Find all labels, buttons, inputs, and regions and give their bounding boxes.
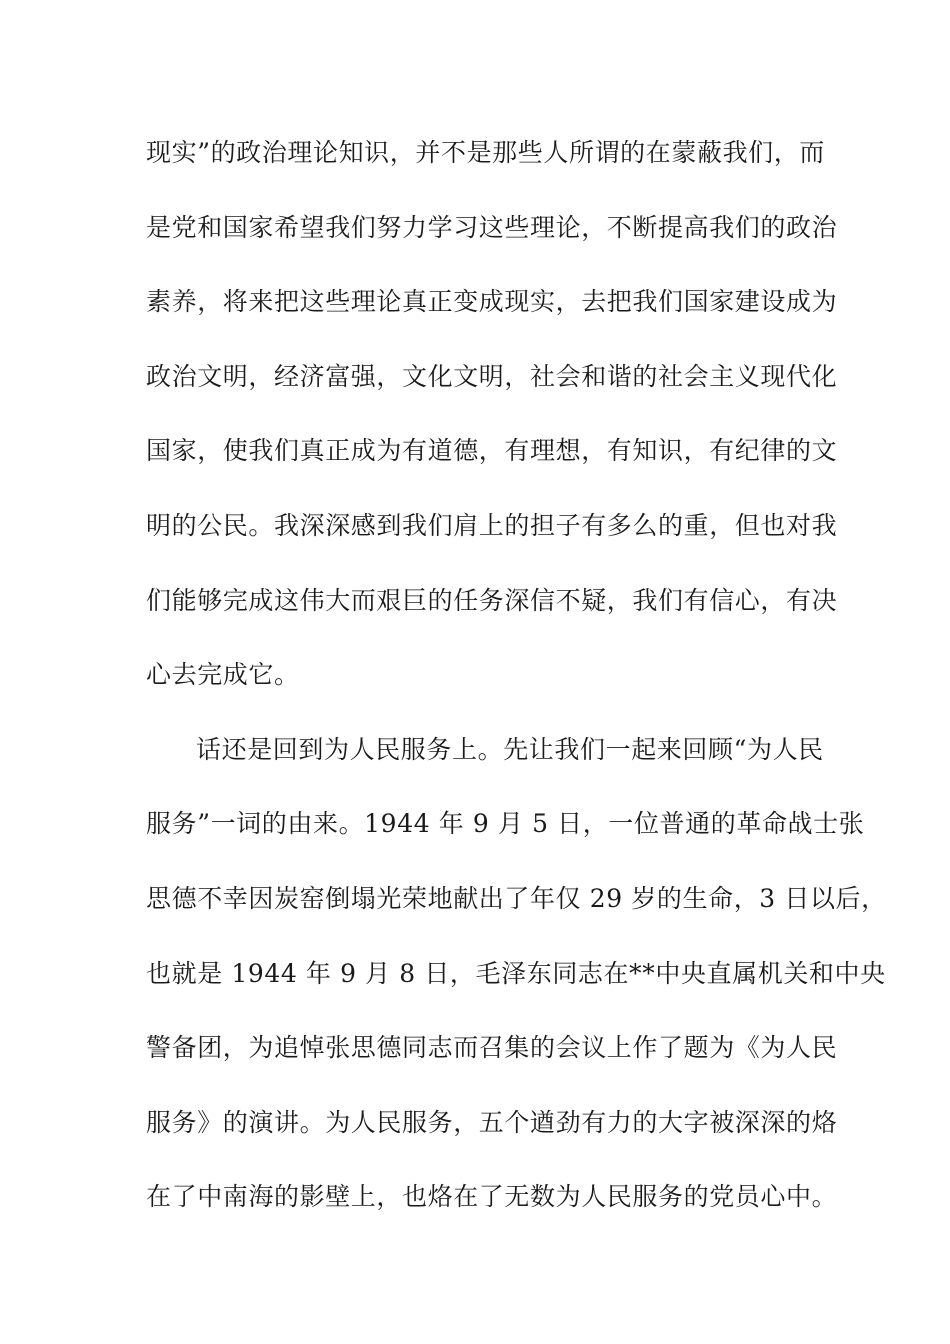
text-line: 思德不幸因炭窑倒塌光荣地献出了年仅 29 岁的生命，3 日以后，: [146, 883, 887, 913]
text-line: 话还是回到为人民服务上。先让我们一起来回顾“为人民: [196, 734, 824, 764]
text-line: 心去完成它。: [146, 660, 300, 690]
text-line: 警备团，为追悼张思德同志而召集的会议上作了题为《为人民: [146, 1033, 838, 1063]
text-line: 政治文明，经济富强，文化文明，社会和谐的社会主义现代化: [146, 361, 838, 391]
text-line: 服务”一词的由来。1944 年 9 月 5 日，一位普通的革命战士张: [146, 809, 865, 839]
text-line: 素养，将来把这些理论真正变成现实，去把我们国家建设成为: [146, 287, 838, 317]
paragraph-1: [146, 131, 838, 728]
text-line: 在了中南海的影壁上，也烙在了无数为人民服务的党员心中。: [146, 1182, 838, 1212]
text-line: 们能够完成这伟大而艰巨的任务深信不疑，我们有信心，有决: [146, 585, 838, 615]
document-body: [146, 131, 887, 1250]
text-line: 服务》的演讲。为人民服务，五个遒劲有力的大字被深深的烙: [146, 1107, 838, 1137]
text-line: 国家，使我们真正成为有道德，有理想，有知识，有纪律的文: [146, 436, 838, 466]
text-line: 现实”的政治理论知识，并不是那些人所谓的在蒙蔽我们，而: [146, 138, 825, 167]
paragraph-2: [146, 728, 887, 1250]
text-line: 也就是 1944 年 9 月 8 日，毛泽东同志在**中央直属机关和中央: [146, 958, 886, 988]
text-line: 明的公民。我深深感到我们肩上的担子有多么的重，但也对我: [146, 510, 838, 540]
text-line: 是党和国家希望我们努力学习这些理论，不断提高我们的政治: [146, 212, 838, 242]
